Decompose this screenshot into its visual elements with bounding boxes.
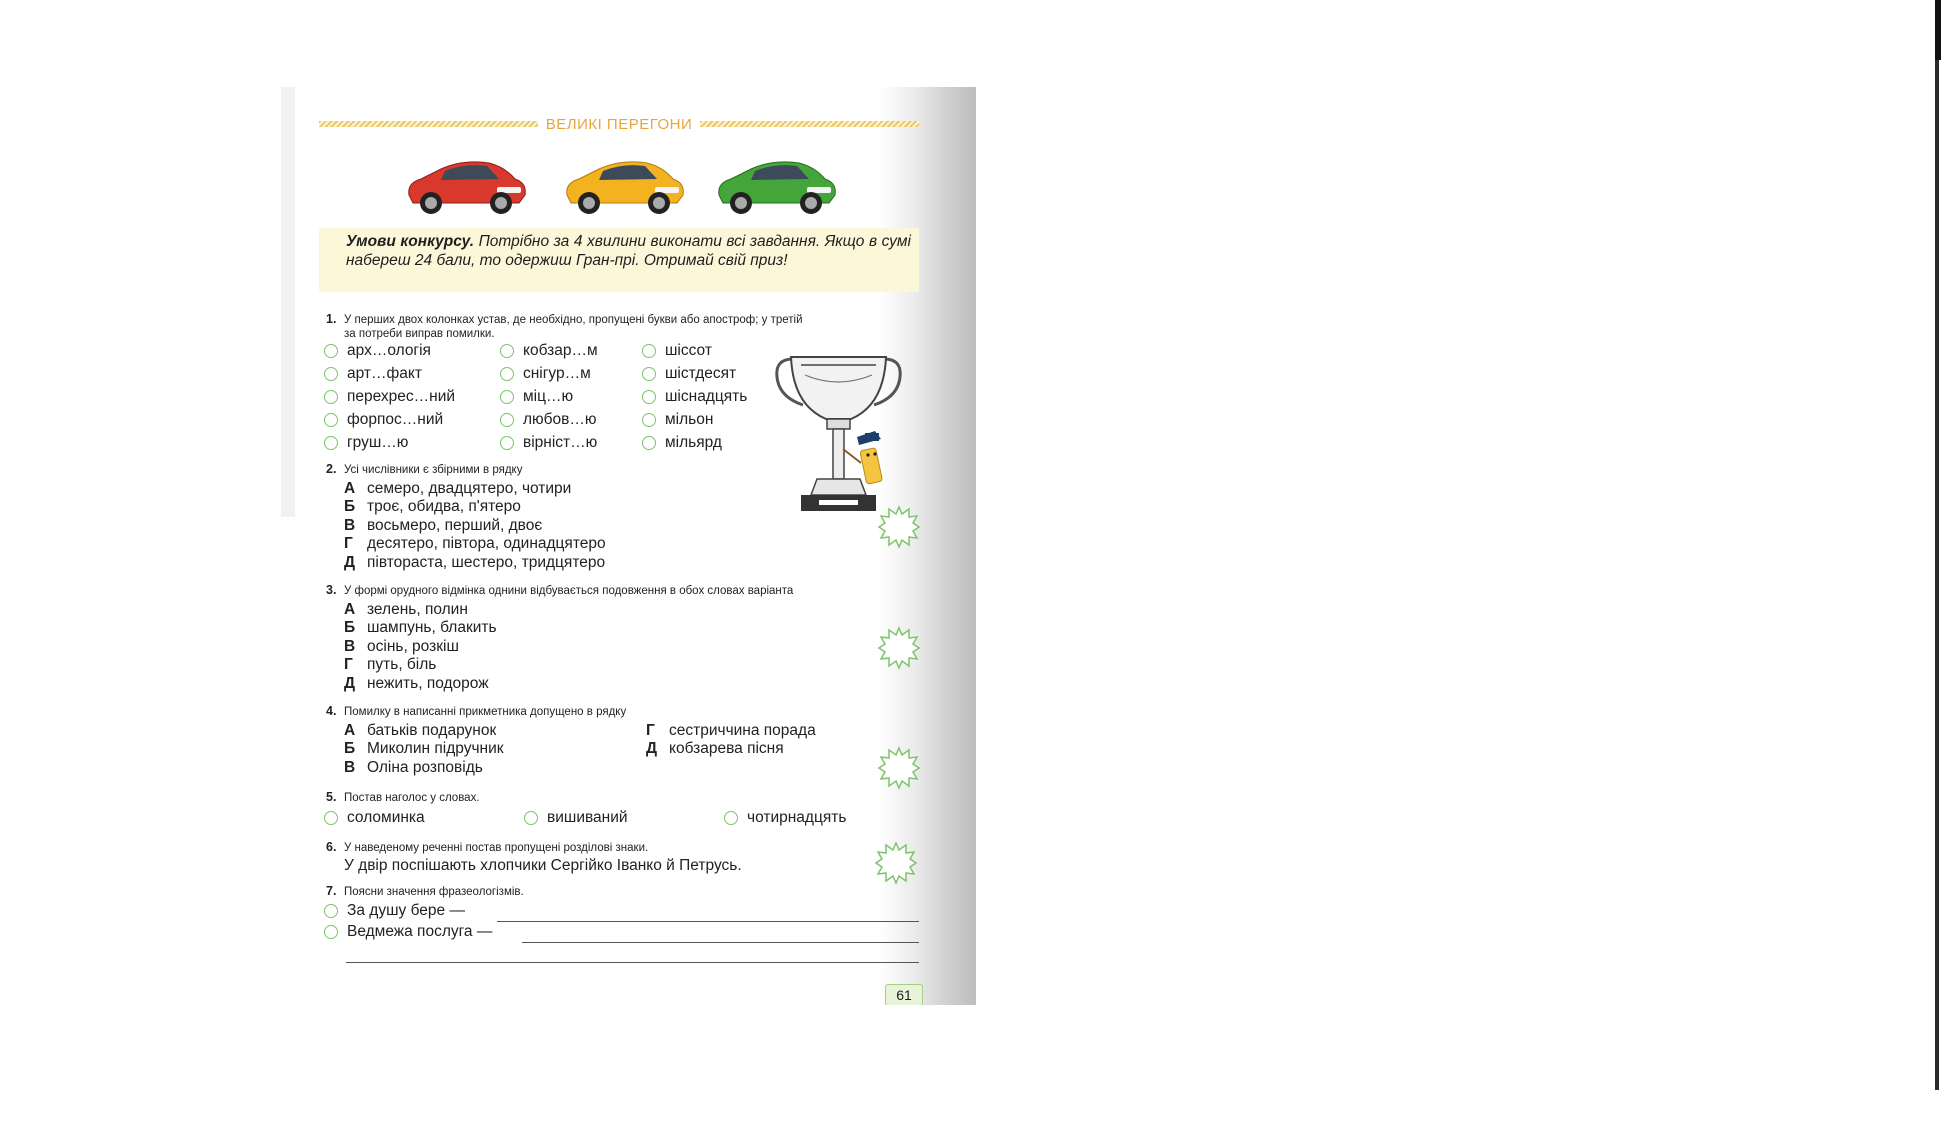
page-header bbox=[319, 114, 919, 134]
page-shade bbox=[281, 87, 295, 517]
q1-col1-item[interactable]: арх…ологія bbox=[324, 342, 431, 360]
score-badge-icon[interactable] bbox=[874, 841, 918, 885]
header-rule-left bbox=[319, 121, 538, 127]
textbook-page bbox=[281, 87, 976, 1005]
answer-circle[interactable] bbox=[324, 904, 338, 918]
answer-circle[interactable] bbox=[500, 413, 514, 427]
q1-col2-item[interactable]: любов…ю bbox=[500, 411, 597, 429]
answer-circle[interactable] bbox=[524, 811, 538, 825]
question-number: 1. bbox=[326, 312, 337, 326]
q4-option[interactable]: Д кобзарева пісня bbox=[646, 740, 784, 757]
answer-circle[interactable] bbox=[500, 344, 514, 358]
answer-circle[interactable] bbox=[724, 811, 738, 825]
answer-circle[interactable] bbox=[642, 413, 656, 427]
page-number: 61 bbox=[885, 984, 923, 1005]
question-text: Усі числівники є збірними в рядку bbox=[344, 464, 523, 476]
q1-col1-item[interactable]: форпос…ний bbox=[324, 411, 443, 429]
answer-circle[interactable] bbox=[324, 811, 338, 825]
q2-option[interactable]: Д півтораста, шестеро, тридцятеро bbox=[344, 554, 606, 571]
q3-option[interactable]: Г путь, біль bbox=[344, 656, 437, 673]
q2-option[interactable]: В восьмеро, перший, двоє bbox=[344, 517, 543, 534]
pencil-mascot bbox=[843, 431, 883, 484]
q4-option[interactable]: А батьків подарунок bbox=[344, 722, 497, 739]
question-4-prompt bbox=[326, 704, 626, 718]
q1-col3-item[interactable]: шістдесят bbox=[642, 365, 736, 383]
q1-col1-item[interactable]: арт…факт bbox=[324, 365, 422, 383]
question-1-prompt-cont: за потреби виправ помилки. bbox=[344, 328, 495, 340]
q1-col2-item[interactable]: кобзар…м bbox=[500, 342, 598, 360]
question-number: 7. bbox=[326, 884, 337, 898]
q5-word[interactable]: вишиваний bbox=[524, 809, 628, 827]
question-text: Поясни значення фразеологізмів. bbox=[344, 886, 524, 898]
question-text: Помилку в написанні прикметника допущено в рядку bbox=[344, 706, 627, 718]
question-7-prompt bbox=[326, 884, 524, 898]
answer-circle[interactable] bbox=[642, 367, 656, 381]
q5-word[interactable]: соломинка bbox=[324, 809, 425, 827]
scrollbar-thumb[interactable] bbox=[1935, 0, 1941, 60]
cars-illustration bbox=[401, 147, 861, 227]
q2-option[interactable]: Г десятеро, півтора, одинадцятеро bbox=[344, 535, 606, 552]
answer-circle[interactable] bbox=[642, 344, 656, 358]
question-number: 2. bbox=[326, 462, 337, 476]
question-number: 3. bbox=[326, 583, 337, 597]
window-scrollbar[interactable] bbox=[1935, 0, 1939, 1090]
q4-option[interactable]: Г сестриччина порада bbox=[646, 722, 816, 739]
answer-circle[interactable] bbox=[324, 413, 338, 427]
q6-sentence[interactable]: У двір поспішають хлопчики Сергійко Іванко й Петрусь. bbox=[344, 857, 742, 874]
q4-option[interactable]: В Оліна розповідь bbox=[344, 759, 483, 776]
conditions-body: Потрібно за 4 хвилини виконати всі завдання. Якщо в сумі набереш 24 бали, то одержиш Гран-прі. Отримай свій приз! bbox=[346, 233, 911, 269]
score-badge-icon[interactable] bbox=[877, 626, 921, 670]
q1-col3-item[interactable]: шіссот bbox=[642, 342, 712, 360]
question-text: У перших двох колонках устав, де необхідно, пропущені букви або апостроф; у третій bbox=[344, 314, 803, 326]
answer-circle[interactable] bbox=[500, 436, 514, 450]
question-3-prompt bbox=[326, 583, 793, 597]
q7-phrase: За душу бере — bbox=[324, 902, 465, 920]
question-text: Постав наголос у словах. bbox=[344, 792, 480, 804]
q2-option[interactable]: А семеро, двадцятеро, чотири bbox=[344, 480, 572, 497]
answer-line[interactable] bbox=[522, 942, 919, 943]
q1-col2-item[interactable]: снігур…м bbox=[500, 365, 591, 383]
answer-circle[interactable] bbox=[642, 436, 656, 450]
q1-col3-item[interactable]: шіснадцять bbox=[642, 388, 747, 406]
trophy-icon bbox=[771, 345, 906, 520]
answer-circle[interactable] bbox=[324, 436, 338, 450]
green-car-icon bbox=[711, 147, 841, 219]
answer-circle[interactable] bbox=[324, 367, 338, 381]
question-number: 5. bbox=[326, 790, 337, 804]
answer-circle[interactable] bbox=[324, 390, 338, 404]
answer-circle[interactable] bbox=[500, 367, 514, 381]
q5-word[interactable]: чотирнадцять bbox=[724, 809, 846, 827]
question-number: 4. bbox=[326, 704, 337, 718]
q3-option[interactable]: А зелень, полин bbox=[344, 601, 468, 618]
header-rule-right bbox=[700, 121, 919, 127]
yellow-car-icon bbox=[559, 147, 689, 219]
q3-option[interactable]: Д нежить, подорож bbox=[344, 675, 489, 692]
score-badge-icon[interactable] bbox=[877, 746, 921, 790]
q1-col1-item[interactable]: груш…ю bbox=[324, 434, 408, 452]
q4-option[interactable]: Б Миколин підручник bbox=[344, 740, 504, 757]
q1-col3-item[interactable]: мільярд bbox=[642, 434, 722, 452]
contest-conditions bbox=[319, 228, 919, 292]
answer-circle[interactable] bbox=[642, 390, 656, 404]
answer-circle[interactable] bbox=[324, 344, 338, 358]
question-5-prompt bbox=[326, 790, 480, 804]
question-1-prompt bbox=[326, 312, 803, 326]
conditions-text bbox=[346, 232, 911, 270]
question-text: У формі орудного відмінка однини відбувається подовження в обох словах варіанта bbox=[344, 585, 794, 597]
q2-option[interactable]: Б троє, обидва, п'ятеро bbox=[344, 498, 521, 515]
answer-line[interactable] bbox=[346, 962, 919, 963]
q1-col2-item[interactable]: міц…ю bbox=[500, 388, 573, 406]
q3-option[interactable]: Б шампунь, блакить bbox=[344, 619, 497, 636]
answer-line[interactable] bbox=[497, 921, 919, 922]
red-car-icon bbox=[401, 147, 531, 219]
q1-col3-item[interactable]: мільон bbox=[642, 411, 713, 429]
page-title: ВЕЛИКІ ПЕРЕГОНИ bbox=[545, 115, 693, 133]
question-2-prompt bbox=[326, 462, 522, 476]
q1-col1-item[interactable]: перехрес…ний bbox=[324, 388, 455, 406]
answer-circle[interactable] bbox=[500, 390, 514, 404]
q1-col2-item[interactable]: вірніст…ю bbox=[500, 434, 597, 452]
score-badge-icon[interactable] bbox=[877, 505, 921, 549]
answer-circle[interactable] bbox=[324, 925, 338, 939]
q3-option[interactable]: В осінь, розкіш bbox=[344, 638, 459, 655]
conditions-lead: Умови конкурсу. bbox=[346, 233, 474, 250]
question-text: У наведеному реченні постав пропущені розділові знаки. bbox=[344, 842, 649, 854]
question-number: 6. bbox=[326, 840, 337, 854]
question-6-prompt bbox=[326, 840, 648, 854]
q7-phrase: Ведмежа послуга — bbox=[324, 923, 492, 941]
